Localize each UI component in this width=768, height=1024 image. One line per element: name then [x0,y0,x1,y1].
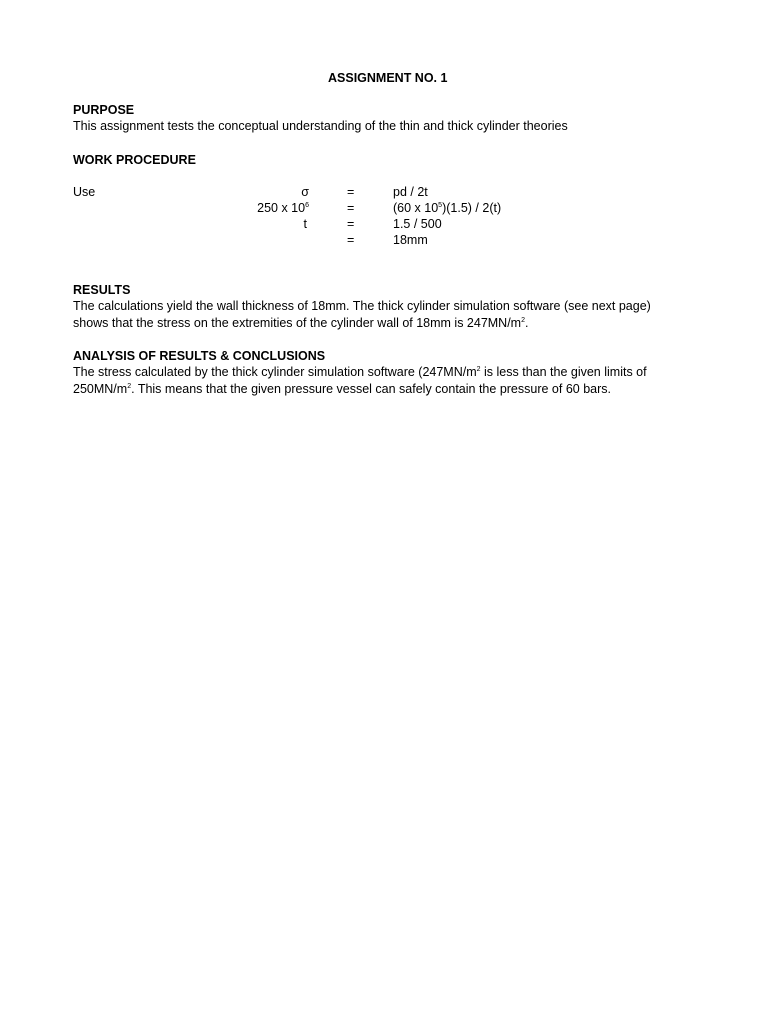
analysis-text-c: . This means that the given pressure vessel can safely contain the pressure of 60 bars. [131,381,611,396]
equation-rhs-exponent: 5 [438,201,443,209]
equation-rhs [393,200,501,216]
equation-rhs: 18mm [393,233,428,247]
assignment-title: ASSIGNMENT NO. 1 [328,71,448,85]
work-procedure-heading: WORK PROCEDURE [73,153,196,167]
equation-lhs: σ [301,185,309,199]
equation-equals: = [347,233,355,247]
equation-lhs [200,200,309,216]
equation-rhs: 1.5 / 500 [393,217,442,231]
equation-lhs-exponent: 6 [305,201,309,209]
results-text-main: The calculations yield the wall thickness of 18mm. The thick cylinder simulation software (see next page) shows that the stress on the extremities of the cylinder wall of 18mm is 247MN/m [73,299,651,330]
purpose-heading: PURPOSE [73,103,135,117]
use-label: Use [73,185,96,199]
results-text-end: . [525,315,529,330]
equation-equals: = [347,217,355,231]
results-heading: RESULTS [73,283,131,297]
equation-lhs: t [303,217,307,231]
analysis-unit-exponent-1: 2 [476,365,481,373]
equation-equals: = [347,201,355,215]
analysis-heading: ANALYSIS OF RESULTS & CONCLUSIONS [73,349,326,363]
equation-rhs-post: )(1.5) / 2(t) [442,201,502,215]
purpose-text: This assignment tests the conceptual understanding of the thin and thick cylinder theories [73,119,568,133]
results-text [73,298,683,331]
analysis-unit-exponent-2: 2 [127,382,132,390]
results-unit-exponent: 2 [521,316,526,324]
equation-rhs: pd / 2t [393,185,428,199]
equation-rhs-pre: (60 x 10 [393,201,439,215]
analysis-text [73,364,688,397]
analysis-text-b: is less than the given limits of 250MN/m [73,365,647,396]
analysis-text-a: The stress calculated by the thick cylinder simulation software (247MN/m [73,365,477,379]
equation-equals: = [347,185,355,199]
equation-lhs-base: 250 x 10 [257,201,306,215]
